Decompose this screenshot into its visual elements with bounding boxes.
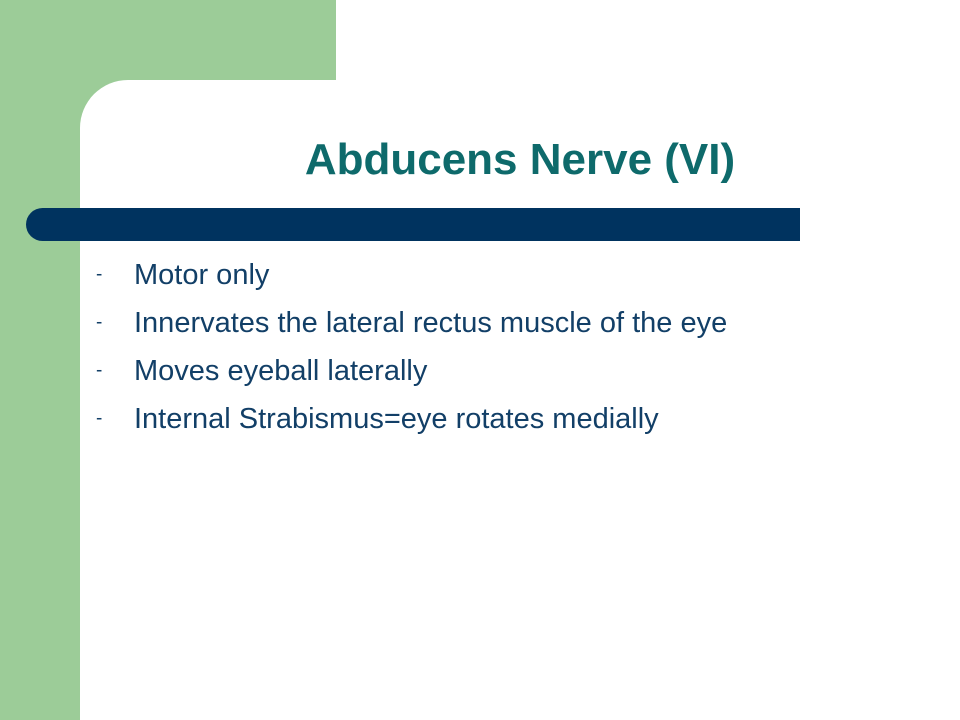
bullet-item [96,258,856,292]
bullet-text: Motor only [134,259,270,291]
bullet-item [96,306,856,340]
dash-bullet-icon: - [96,312,103,333]
bullet-item [96,354,856,388]
bullet-text: Internal Strabismus=eye rotates medially [134,403,659,435]
title-underline-bar [26,208,800,241]
slide-title: Abducens Nerve (VI) [304,135,736,184]
dash-bullet-icon: - [96,264,103,285]
dash-bullet-icon: - [96,360,103,381]
bullet-list [96,258,856,450]
bullet-item [96,402,856,436]
dash-bullet-icon: - [96,408,103,429]
bullet-text: Moves eyeball laterally [134,355,428,387]
bullet-text: Innervates the lateral rectus muscle of the eye [134,307,728,339]
